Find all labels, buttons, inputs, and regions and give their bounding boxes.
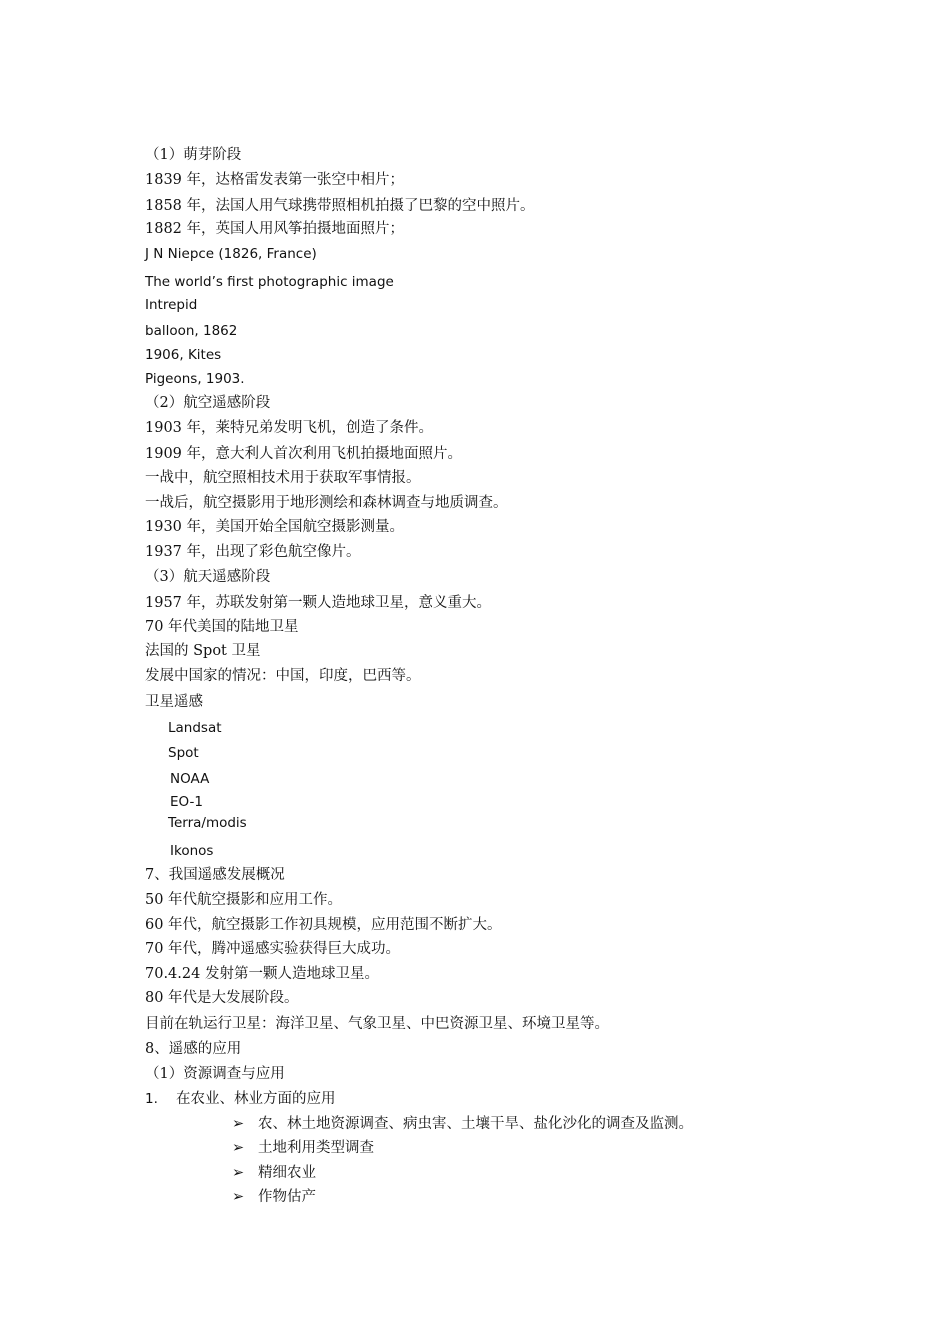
satellite-list-item: Landsat: [168, 720, 222, 736]
bullet-item: [232, 1188, 316, 1206]
heading-resource-survey: （1）资源调查与应用: [145, 1066, 285, 1082]
text-line: 60 年代，航空摄影工作初具规模，应用范围不断扩大。: [145, 917, 502, 933]
satellite-list-item: Spot: [168, 745, 199, 761]
heading-space-stage: （3）航天遥感阶段: [145, 569, 271, 585]
text-line: 发展中国家的情况：中国，印度，巴西等。: [145, 668, 421, 684]
bullet-arrow-icon: ➢: [232, 1140, 245, 1156]
bullet-text: 农、林土地资源调查、病虫害、土壤干旱、盐化沙化的调查及监测。: [258, 1116, 693, 1132]
heading-aerial-stage: （2）航空遥感阶段: [145, 395, 271, 411]
text-line: 50 年代航空摄影和应用工作。: [145, 892, 343, 908]
text-line: 1957 年，苏联发射第一颗人造地球卫星，意义重大。: [145, 595, 492, 611]
list-number: 1.: [145, 1091, 158, 1107]
bullet-text: 作物估产: [258, 1189, 316, 1205]
bullet-arrow-icon: ➢: [232, 1165, 245, 1181]
satellite-list-item: Ikonos: [170, 843, 214, 859]
text-line: 1882 年，英国人用风筝拍摄地面照片；: [145, 221, 405, 237]
heading-rs-application: 8、遥感的应用: [145, 1041, 242, 1057]
text-line: 法国的 Spot 卫星: [145, 643, 261, 659]
heading-satellite-rs: 卫星遥感: [145, 694, 203, 710]
text-line: 1930 年，美国开始全国航空摄影测量。: [145, 519, 405, 535]
satellite-list-item: EO-1: [170, 794, 203, 810]
bullet-item: [232, 1164, 316, 1182]
text-line: 1903 年，莱特兄弟发明飞机，创造了条件。: [145, 420, 434, 436]
text-line: Intrepid: [145, 297, 198, 313]
text-line: The world’s first photographic image: [145, 274, 394, 290]
text-line: 80 年代是大发展阶段。: [145, 990, 299, 1006]
bullet-text: 土地利用类型调查: [258, 1140, 374, 1156]
text-line: 1839 年，达格雷发表第一张空中相片；: [145, 172, 405, 188]
numbered-item-text: 在农业、林业方面的应用: [176, 1091, 336, 1107]
text-line: 1858 年，法国人用气球携带照相机拍摄了巴黎的空中照片。: [145, 198, 535, 214]
text-line: 目前在轨运行卫星：海洋卫星、气象卫星、中巴资源卫星、环境卫星等。: [145, 1016, 609, 1032]
text-line: 70 年代，腾冲遥感实验获得巨大成功。: [145, 941, 401, 957]
numbered-item: [145, 1090, 336, 1108]
text-line: 70 年代美国的陆地卫星: [145, 619, 299, 635]
bullet-arrow-icon: ➢: [232, 1189, 245, 1205]
bullet-arrow-icon: ➢: [232, 1116, 245, 1132]
text-line: 1937 年，出现了彩色航空像片。: [145, 544, 361, 560]
text-line: J N Niepce (1826, France): [145, 246, 317, 262]
bullet-text: 精细农业: [258, 1165, 316, 1181]
text-line: 一战中，航空照相技术用于获取军事情报。: [145, 470, 421, 486]
heading-china-rs: 7、我国遥感发展概况: [145, 867, 285, 883]
text-line: balloon, 1862: [145, 323, 238, 339]
text-line: 1909 年，意大利人首次利用飞机拍摄地面照片。: [145, 446, 463, 462]
text-line: 70.4.24 发射第一颗人造地球卫星。: [145, 966, 379, 982]
heading-budding-stage: （1）萌芽阶段: [145, 147, 242, 163]
bullet-item: [232, 1139, 374, 1157]
satellite-list-item: NOAA: [170, 771, 210, 787]
text-line: 一战后，航空摄影用于地形测绘和森林调查与地质调查。: [145, 495, 508, 511]
satellite-list-item: Terra/modis: [168, 815, 247, 831]
bullet-item: [232, 1115, 693, 1133]
text-line: Pigeons, 1903.: [145, 371, 245, 387]
text-line: 1906, Kites: [145, 347, 222, 363]
